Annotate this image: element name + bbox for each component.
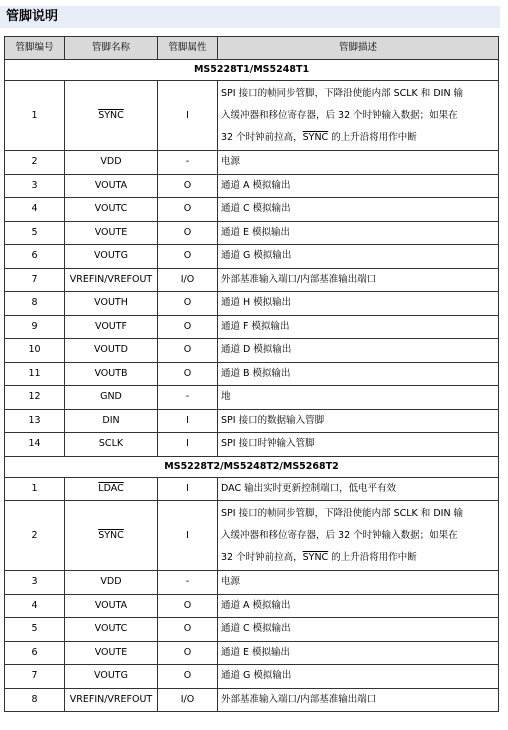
pin-name-cell — [65, 198, 158, 222]
section-title-bar — [0, 6, 500, 28]
pin-description: 通道 E 模拟输出 — [218, 221, 499, 245]
pin-name: VREFIN/VREFOUT — [69, 693, 153, 705]
pin-name-cell — [65, 174, 158, 198]
pin-attribute: - — [158, 151, 218, 175]
section-header-row — [5, 456, 499, 477]
table-row — [5, 151, 499, 175]
pin-table — [4, 36, 499, 712]
description-tail: 的上升沿将用作中断 — [328, 131, 417, 143]
pin-number: 11 — [5, 362, 65, 386]
pin-number: 2 — [5, 501, 65, 571]
pin-number: 1 — [5, 81, 65, 151]
description-tail: 的上升沿将用作中断 — [328, 551, 417, 563]
pin-name-cell — [65, 151, 158, 175]
pin-name: VOUTE — [94, 646, 128, 658]
pin-name-cell — [65, 618, 158, 642]
pin-description: 通道 A 模拟输出 — [218, 594, 499, 618]
description-line: SPI 接口的帧同步管脚，下降沿使能内部 SCLK 和 DIN 输 — [221, 507, 464, 519]
pin-number: 4 — [5, 594, 65, 618]
pin-attribute: O — [158, 221, 218, 245]
table-row — [5, 245, 499, 269]
pin-description: 通道 F 模拟输出 — [218, 315, 499, 339]
pin-description: 外部基准输入端口/内部基准输出端口 — [218, 268, 499, 292]
description-signal: SYNC — [302, 131, 329, 143]
pin-description: 通道 D 模拟输出 — [218, 339, 499, 363]
section-name: MS5228T1/MS5248T1 — [5, 60, 499, 81]
pin-attribute: O — [158, 174, 218, 198]
table-row — [5, 386, 499, 410]
pin-description — [218, 81, 499, 151]
pin-attribute: O — [158, 641, 218, 665]
pin-number: 12 — [5, 386, 65, 410]
pin-name-cell — [65, 268, 158, 292]
pin-description: 通道 B 模拟输出 — [218, 362, 499, 386]
table-row — [5, 174, 499, 198]
pin-name: DIN — [102, 414, 120, 426]
pin-attribute: O — [158, 594, 218, 618]
pin-number: 14 — [5, 433, 65, 457]
description-line: 入缓冲器和移位寄存器，后 32 个时钟输入数据；如果在 — [221, 529, 458, 541]
pin-attribute: O — [158, 315, 218, 339]
table-row — [5, 409, 499, 433]
pin-name-cell — [65, 594, 158, 618]
pin-name: VOUTE — [94, 226, 128, 238]
header-pin-attribute: 管脚属性 — [158, 37, 218, 60]
pin-name-cell — [65, 641, 158, 665]
section-name: MS5228T2/MS5248T2/MS5268T2 — [5, 456, 499, 477]
pin-attribute: I — [158, 477, 218, 501]
pin-attribute: - — [158, 571, 218, 595]
pin-attribute: O — [158, 292, 218, 316]
table-row — [5, 268, 499, 292]
pin-attribute: I — [158, 501, 218, 571]
pin-name: VOUTC — [94, 623, 128, 635]
pin-attribute: O — [158, 245, 218, 269]
header-pin-number: 管脚编号 — [5, 37, 65, 60]
pin-number: 1 — [5, 477, 65, 501]
pin-number: 8 — [5, 688, 65, 712]
pin-name: SCLK — [98, 438, 124, 450]
section-header-row — [5, 60, 499, 81]
pin-number: 10 — [5, 339, 65, 363]
pin-description: 地 — [218, 386, 499, 410]
pin-table-body — [5, 60, 499, 712]
pin-name: VOUTH — [94, 297, 128, 309]
pin-name-cell — [65, 221, 158, 245]
pin-name: SYNC — [98, 529, 124, 541]
pin-name-cell — [65, 81, 158, 151]
pin-description: SPI 接口的数据输入管脚 — [218, 409, 499, 433]
pin-description: 电源 — [218, 571, 499, 595]
pin-name-cell — [65, 292, 158, 316]
pin-name: GND — [100, 391, 122, 403]
table-row — [5, 292, 499, 316]
pin-description: 通道 G 模拟输出 — [218, 665, 499, 689]
pin-number: 8 — [5, 292, 65, 316]
description-line: 入缓冲器和移位寄存器，后 32 个时钟输入数据；如果在 — [221, 109, 458, 121]
pin-number: 3 — [5, 571, 65, 595]
description-line: 32 个时钟前拉高， — [221, 551, 303, 563]
table-row — [5, 501, 499, 571]
pin-number: 7 — [5, 665, 65, 689]
table-row — [5, 571, 499, 595]
pin-name-cell — [65, 433, 158, 457]
pin-name-cell — [65, 315, 158, 339]
pin-name: VDD — [100, 576, 122, 588]
header-pin-name: 管脚名称 — [65, 37, 158, 60]
pin-number: 4 — [5, 198, 65, 222]
pin-description: 通道 E 模拟输出 — [218, 641, 499, 665]
description-line: 32 个时钟前拉高， — [221, 131, 303, 143]
pin-number: 6 — [5, 641, 65, 665]
pin-name: VOUTC — [94, 203, 128, 215]
pin-name: VOUTD — [94, 344, 128, 356]
pin-name: SYNC — [98, 109, 124, 121]
pin-description: SPI 接口时钟输入管脚 — [218, 433, 499, 457]
pin-attribute: I/O — [158, 688, 218, 712]
pin-description — [218, 501, 499, 571]
table-row — [5, 339, 499, 363]
pin-name-cell — [65, 688, 158, 712]
table-row — [5, 81, 499, 151]
table-row — [5, 688, 499, 712]
pin-name: VOUTA — [94, 599, 128, 611]
table-row — [5, 198, 499, 222]
pin-number: 6 — [5, 245, 65, 269]
table-row — [5, 433, 499, 457]
pin-number: 5 — [5, 618, 65, 642]
pin-number: 13 — [5, 409, 65, 433]
pin-name-cell — [65, 571, 158, 595]
pin-name: VREFIN/VREFOUT — [69, 273, 153, 285]
pin-name: LDAC — [98, 482, 124, 494]
pin-attribute: O — [158, 362, 218, 386]
pin-name-cell — [65, 501, 158, 571]
description-signal: SYNC — [302, 551, 329, 563]
table-row — [5, 221, 499, 245]
table-row — [5, 641, 499, 665]
pin-name-cell — [65, 362, 158, 386]
pin-description: 电源 — [218, 151, 499, 175]
pin-attribute: O — [158, 618, 218, 642]
pin-name-cell — [65, 245, 158, 269]
table-row — [5, 315, 499, 339]
pin-name-cell — [65, 409, 158, 433]
section-title: 管脚说明 — [6, 9, 59, 24]
description-line: SPI 接口的帧同步管脚，下降沿使能内部 SCLK 和 DIN 输 — [221, 87, 464, 99]
pin-name-cell — [65, 477, 158, 501]
table-row — [5, 618, 499, 642]
pin-name: VOUTB — [94, 367, 128, 379]
pin-name-cell — [65, 386, 158, 410]
pin-name-cell — [65, 339, 158, 363]
pin-number: 5 — [5, 221, 65, 245]
pin-description: 外部基准输入端口/内部基准输出端口 — [218, 688, 499, 712]
table-row — [5, 665, 499, 689]
pin-description: 通道 C 模拟输出 — [218, 198, 499, 222]
pin-number: 9 — [5, 315, 65, 339]
pin-attribute: I/O — [158, 268, 218, 292]
pin-name: VOUTF — [94, 320, 128, 332]
table-row — [5, 594, 499, 618]
pin-number: 7 — [5, 268, 65, 292]
pin-description: 通道 A 模拟输出 — [218, 174, 499, 198]
pin-description: 通道 C 模拟输出 — [218, 618, 499, 642]
pin-attribute: O — [158, 339, 218, 363]
pin-description: DAC 输出实时更新控制端口，低电平有效 — [218, 477, 499, 501]
pin-description: 通道 H 模拟输出 — [218, 292, 499, 316]
header-pin-description: 管脚描述 — [218, 37, 499, 60]
table-row — [5, 477, 499, 501]
pin-name: VOUTG — [94, 250, 128, 262]
table-row — [5, 362, 499, 386]
pin-name: VOUTA — [94, 179, 128, 191]
header-row — [5, 37, 499, 60]
pin-attribute: O — [158, 665, 218, 689]
pin-attribute: I — [158, 409, 218, 433]
pin-name: VOUTG — [94, 670, 128, 682]
pin-attribute: I — [158, 81, 218, 151]
pin-attribute: O — [158, 198, 218, 222]
pin-description: 通道 G 模拟输出 — [218, 245, 499, 269]
pin-attribute: - — [158, 386, 218, 410]
pin-name-cell — [65, 665, 158, 689]
pin-attribute: I — [158, 433, 218, 457]
pin-number: 2 — [5, 151, 65, 175]
pin-number: 3 — [5, 174, 65, 198]
pin-name: VDD — [100, 156, 122, 168]
